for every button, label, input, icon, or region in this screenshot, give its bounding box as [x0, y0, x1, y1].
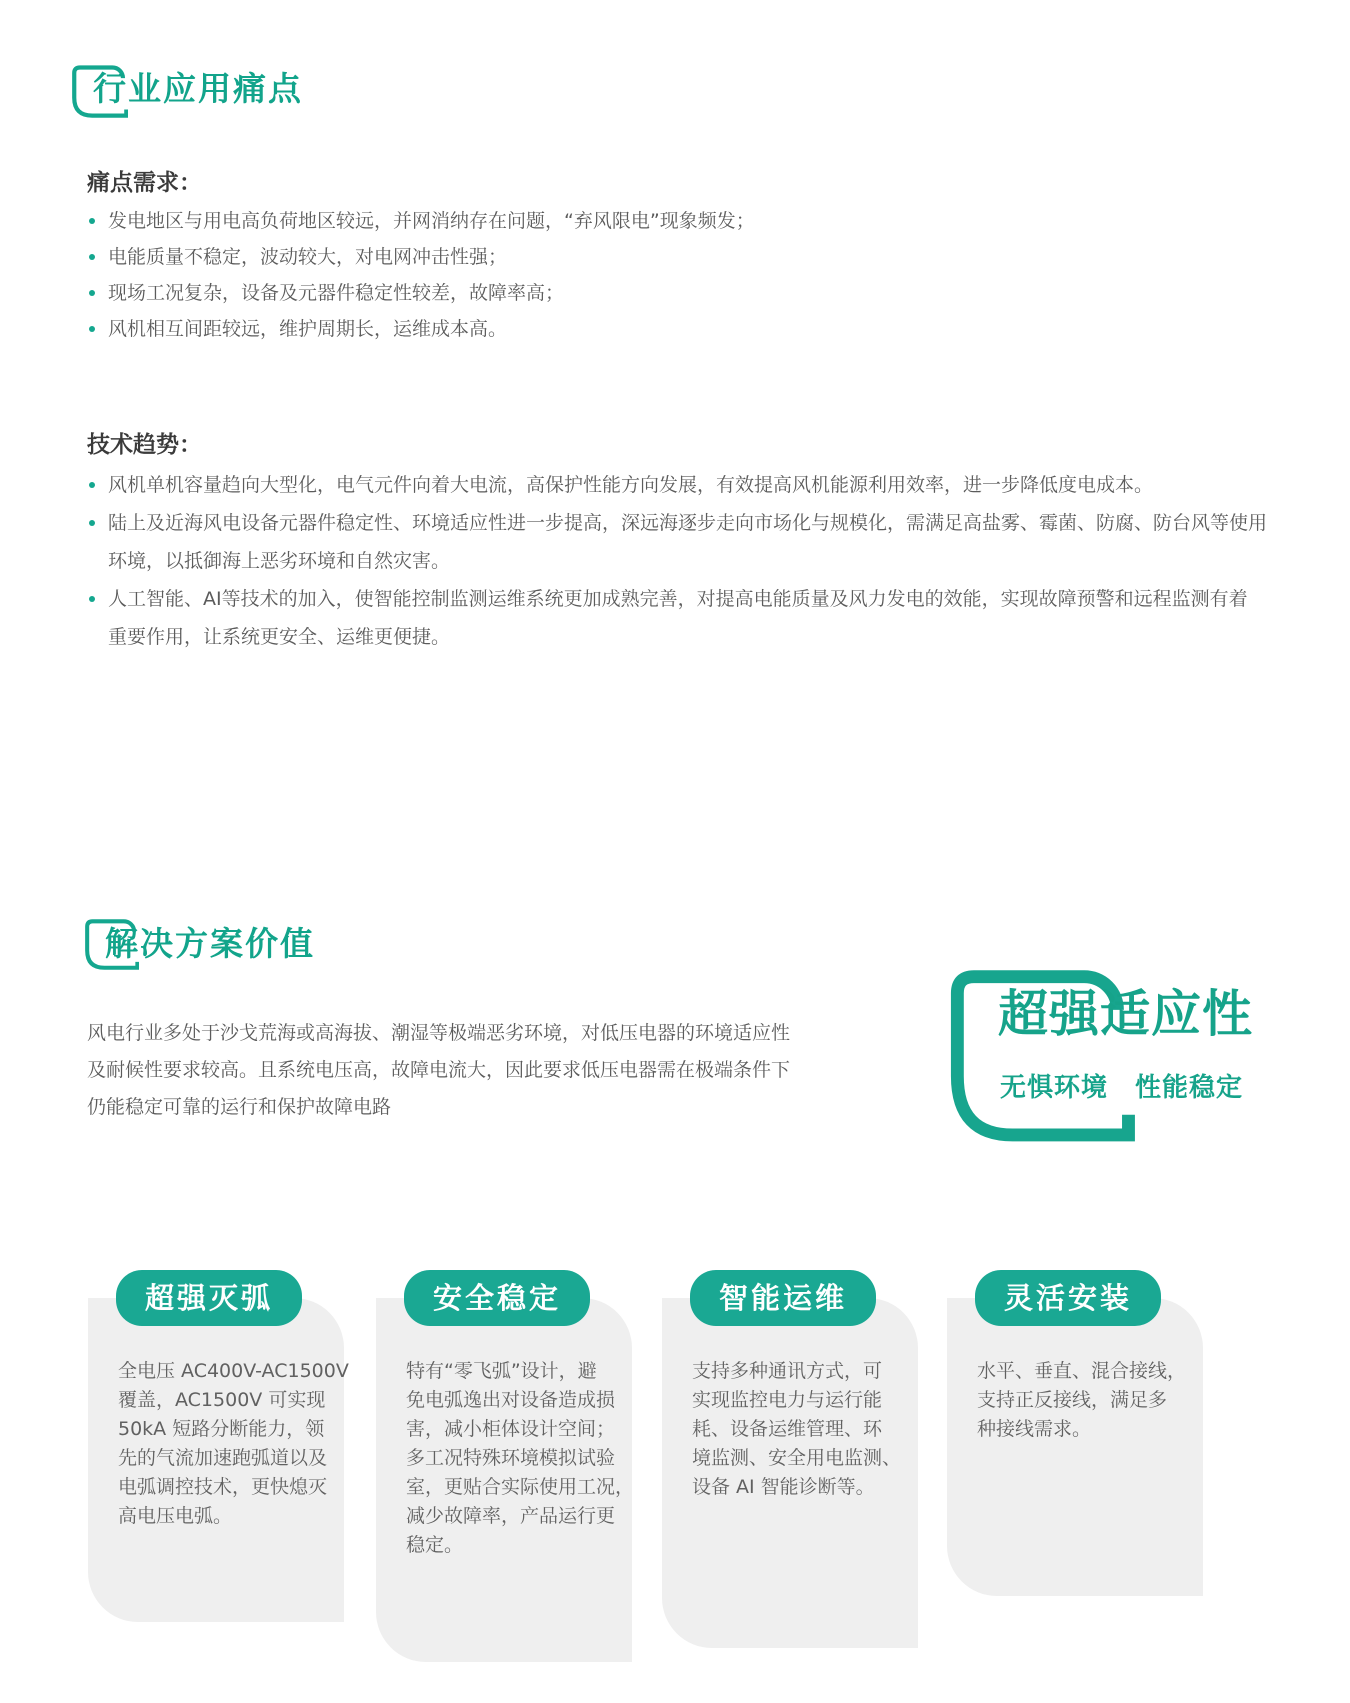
- list-item: [87, 239, 755, 275]
- card-text-line: 害，减小柜体设计空间；: [406, 1418, 616, 1440]
- card-text-line: 覆盖，AC1500V 可实现: [118, 1389, 326, 1411]
- feature-card-smart-operation: [662, 1281, 918, 1648]
- bullet-dot-icon: [89, 482, 95, 488]
- card-text-line: 境监测、安全用电监测、: [692, 1447, 902, 1469]
- card-text-line: 实现监控电力与运行能: [692, 1389, 883, 1411]
- card-text-line: 耗、设备运维管理、环: [692, 1418, 883, 1440]
- card-text-line: 稳定。: [406, 1534, 464, 1556]
- card-title-badge: 灵活安装: [975, 1270, 1161, 1326]
- demand-bullet-list: [87, 203, 755, 347]
- card-text-line: 全电压 AC400V-AC1500V: [118, 1360, 349, 1382]
- card-text-line: 50kA 短路分断能力，领: [118, 1418, 325, 1440]
- bullet-dot-icon: [89, 218, 95, 224]
- bullet-text: 电能质量不稳定，波动较大，对电网冲击性强；: [108, 246, 508, 268]
- card-text-line: 支持多种通讯方式，可: [692, 1360, 883, 1382]
- feature-headline: 超强适应性: [998, 985, 1253, 1043]
- list-item: [87, 580, 1267, 656]
- card-text-line: 高电压电弧。: [118, 1505, 233, 1527]
- card-title-badge: 安全稳定: [404, 1270, 590, 1326]
- card-title-badge: 智能运维: [690, 1270, 876, 1326]
- bullet-text: 风机相互间距较远，维护周期长，运维成本高。: [108, 318, 508, 340]
- list-item: [87, 311, 755, 347]
- card-body: [376, 1298, 635, 1560]
- bullet-dot-icon: [89, 254, 95, 260]
- list-item: [87, 275, 755, 311]
- list-item: [87, 466, 1267, 504]
- feature-subline: 无惧环境 性能稳定: [1000, 1073, 1244, 1103]
- paragraph-line: 及耐候性要求较高。且系统电压高，故障电流大，因此要求低压电器需在极端条件下: [87, 1059, 791, 1081]
- section-pain-points-header: [72, 55, 572, 135]
- trend-bullet-list: [87, 466, 1267, 656]
- bullet-text: 现场工况复杂，设备及元器件稳定性较差，故障率高；: [108, 282, 565, 304]
- page-title: 行业应用痛点: [93, 69, 303, 108]
- section-solution-value-header: [85, 903, 585, 995]
- section-title: 解决方案价值: [105, 924, 315, 963]
- card-text-line: 电弧调控技术，更快熄灭: [118, 1476, 328, 1498]
- card-body: [662, 1298, 918, 1502]
- paragraph-line: 仍能稳定可靠的运行和保护故障电路: [87, 1096, 392, 1118]
- bullet-dot-icon: [89, 520, 95, 526]
- card-text-line: 室，更贴合实际使用工况，: [406, 1476, 635, 1498]
- feature-callout: [947, 962, 1347, 1162]
- feature-card-arc-extinguishing: [88, 1281, 349, 1622]
- card-text-line: 多工况特殊环境模拟试验: [406, 1447, 616, 1469]
- bullet-text: 陆上及近海风电设备元器件稳定性、环境适应性进一步提高，深远海逐步走向市场化与规模化，需满足高盐雾、霉菌、防腐、防台风等使用: [108, 512, 1268, 534]
- card-title-badge: 超强灭弧: [116, 1270, 302, 1326]
- trend-subheading: 技术趋势：: [87, 432, 202, 458]
- card-text-line: 种接线需求。: [977, 1418, 1092, 1440]
- feature-card-safety-stability: [376, 1281, 635, 1662]
- bullet-text: 发电地区与用电高负荷地区较远，并网消纳存在问题，“弃风限电”现象频发；: [108, 210, 755, 232]
- paragraph-line: 风电行业多处于沙戈荒海或高海拔、潮湿等极端恶劣环境，对低压电器的环境适应性: [87, 1022, 791, 1044]
- feature-card-flexible-installation: [947, 1281, 1203, 1596]
- card-text-line: 先的气流加速跑弧道以及: [118, 1447, 328, 1469]
- list-item: [87, 203, 755, 239]
- demand-subheading: 痛点需求：: [87, 170, 202, 196]
- bullet-dot-icon: [89, 290, 95, 296]
- bullet-text-continued: 重要作用，让系统更安全、运维更便捷。: [108, 626, 451, 648]
- bullet-text: 人工智能、AI等技术的加入，使智能控制监测运维系统更加成熟完善，对提高电能质量及风力发电的效能，实现故障预警和远程监测有着: [108, 588, 1248, 610]
- card-text-line: 特有“零飞弧”设计，避: [406, 1360, 597, 1382]
- list-item: [87, 504, 1267, 580]
- card-text-line: 支持正反接线，满足多: [977, 1389, 1168, 1411]
- card-text-line: 减少故障率，产品运行更: [406, 1505, 616, 1527]
- solution-paragraph: [87, 1015, 790, 1126]
- card-text-line: 水平、垂直、混合接线，: [977, 1360, 1187, 1382]
- bullet-dot-icon: [89, 596, 95, 602]
- card-text-line: 设备 AI 智能诊断等。: [692, 1476, 875, 1498]
- card-text-line: 免电弧逸出对设备造成损: [406, 1389, 616, 1411]
- card-body: [88, 1298, 349, 1531]
- bullet-dot-icon: [89, 326, 95, 332]
- bullet-text-continued: 环境，以抵御海上恶劣环境和自然灾害。: [108, 550, 451, 572]
- bullet-text: 风机单机容量趋向大型化，电气元件向着大电流，高保护性能方向发展，有效提高风机能源利用效率，进一步降低度电成本。: [108, 474, 1154, 496]
